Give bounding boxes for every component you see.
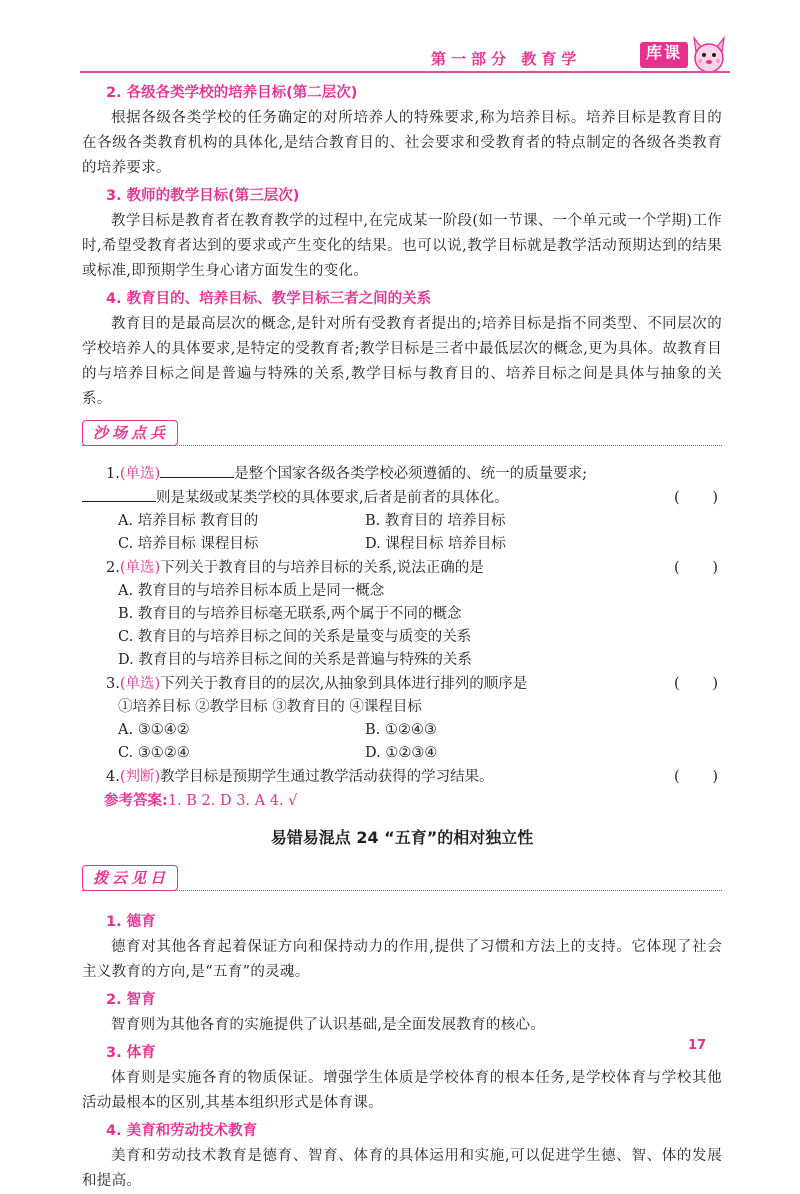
fox-mascot-icon <box>688 34 730 76</box>
question-number: 1. <box>106 466 120 482</box>
page-number: 17 <box>687 1038 707 1053</box>
option-d: D. ①②③④ <box>365 745 438 761</box>
practice-badge: 沙场点兵 <box>82 420 178 446</box>
heading-aesthetic-labor-education: 4. 美育和劳动技术教育 <box>106 1123 258 1139</box>
question-items: ①培养目标 ②教学目标 ③教育目的 ④课程目标 <box>118 699 422 715</box>
answer-key <box>82 789 722 813</box>
question-2 <box>82 556 722 580</box>
option-a: A. 培养目标 教育目的 <box>118 513 259 529</box>
option-b: B. ①②④③ <box>365 722 437 738</box>
answer-blank <box>160 463 234 478</box>
heading-moral-education: 1. 德育 <box>106 914 156 930</box>
option-row <box>82 533 722 556</box>
question-number: 4. <box>106 769 120 785</box>
option-c: C. 培养目标 课程目标 <box>118 536 259 552</box>
option-a: A. ③①④② <box>118 722 190 738</box>
option-c: C. 教育目的与培养目标之间的关系是量变与质变的关系 <box>118 629 472 645</box>
question-type-tag: (单选) <box>119 560 161 576</box>
answer-key-text: 1. B 2. D 3. A 4. √ <box>167 793 298 809</box>
answer-parentheses: ( ) <box>674 769 718 785</box>
page-content <box>82 80 722 1194</box>
paragraph-training-goals: 根据各级各类学校的任务确定的对所培养人的特殊要求,称为培养目标。培养目标是教育目的在各级各类教育机构的具体化,是结合教育目的、社会要求和受教育者的特点制定的各级各类教育的培养要求。 <box>82 110 722 176</box>
answer-parentheses: ( ) <box>674 676 718 692</box>
answer-parentheses: ( ) <box>674 560 718 576</box>
question-type-tag: (单选) <box>119 466 161 482</box>
heading-teaching-goals: 3. 教师的教学目标(第三层次) <box>106 188 300 204</box>
paragraph-teaching-goals: 教学目标是教育者在教育教学的过程中,在完成某一阶段(如一节课、一个单元或一个学期)工作时,希望受教育者达到的要求或产生变化的结果。也可以说,教学目标就是教学活动预期达到的结果或标准,即预期学生身心诸方面发生的变化。 <box>82 213 722 279</box>
question-number: 2. <box>106 560 120 576</box>
heading-physical-education: 3. 体育 <box>106 1045 156 1061</box>
logo-text: 库课 <box>645 43 682 62</box>
paragraph-physical-education: 体育则是实施各育的物质保证。增强学生体质是学校体育的根本任务,是学校体育与学校其他活动最根本的区别,其基本组织形式是体育课。 <box>82 1070 722 1111</box>
option-a: A. 教育目的与培养目标本质上是同一概念 <box>118 583 385 599</box>
answer-blank <box>82 487 156 502</box>
question-list <box>82 462 722 813</box>
paragraph-relationship: 教育目的是最高层次的概念,是针对所有受教育者提出的;培养目标是指不同类型、不同层次的学校培养人的具体要求,是特定的受教育者;教学目标是三者中最低层次的概念,更为具体。故教育目的与培养目标之间是普遍与特殊的关系,教学目标与教育目的、培养目标之间是具体与抽象的关系。 <box>82 316 722 407</box>
question-text: 是整个国家各级各类学校必须遵循的、统一的质量要求; <box>234 466 588 482</box>
header-title: 第一部分 教育学 <box>431 50 582 68</box>
section-divider <box>82 890 722 891</box>
heading-intellectual-education: 2. 智育 <box>106 992 156 1008</box>
question-number: 3. <box>106 676 120 692</box>
question-text: 则是某级或某类学校的具体要求,后者是前者的具体化。 <box>156 490 509 506</box>
option-d: D. 课程目标 培养目标 <box>365 536 506 552</box>
option-b: B. 教育目的与培养目标毫无联系,两个属于不同的概念 <box>118 606 462 622</box>
question-text: 下列关于教育目的与培养目标的关系,说法正确的是 <box>160 560 484 576</box>
question-text: 下列关于教育目的的层次,从抽象到具体进行排列的顺序是 <box>160 676 528 692</box>
option-row <box>82 510 722 533</box>
paragraph-intellectual-education: 智育则为其他各育的实施提供了认识基础,是全面发展教育的核心。 <box>111 1017 546 1033</box>
section-divider <box>82 445 722 446</box>
option-row <box>82 719 722 742</box>
answer-parentheses: ( ) <box>674 490 718 506</box>
answer-key-label: 参考答案: <box>104 793 168 809</box>
heading-training-goals: 2. 各级各类学校的培养目标(第二层次) <box>106 85 358 101</box>
option-row <box>82 742 722 765</box>
question-4 <box>82 765 722 789</box>
paragraph-moral-education: 德育对其他各育起着保证方向和保持动力的作用,提供了习惯和方法上的支持。它体现了社会主义教育的方向,是“五育”的灵魂。 <box>82 939 722 980</box>
question-type-tag: (单选) <box>119 676 161 692</box>
option-b: B. 教育目的 培养目标 <box>365 513 506 529</box>
option-c: C. ③①②④ <box>118 745 190 761</box>
question-type-tag: (判断) <box>119 769 161 785</box>
question-3 <box>82 672 722 696</box>
paragraph-aesthetic-labor-education: 美育和劳动技术教育是德育、智育、体育的具体运用和实施,可以促进学生德、智、体的发展和提高。 <box>82 1148 722 1189</box>
question-1 <box>82 462 722 510</box>
heading-relationship: 4. 教育目的、培养目标、教学目标三者之间的关系 <box>106 291 432 307</box>
question-text: 教学目标是预期学生通过教学活动获得的学习结果。 <box>160 769 494 785</box>
insight-badge: 拨云见日 <box>82 865 178 891</box>
section-title: 易错易混点 24 “五育”的相对独立性 <box>270 828 534 847</box>
logo <box>640 42 688 68</box>
option-d: D. 教育目的与培养目标之间的关系是普遍与特殊的关系 <box>118 652 472 668</box>
header-divider <box>80 71 730 73</box>
